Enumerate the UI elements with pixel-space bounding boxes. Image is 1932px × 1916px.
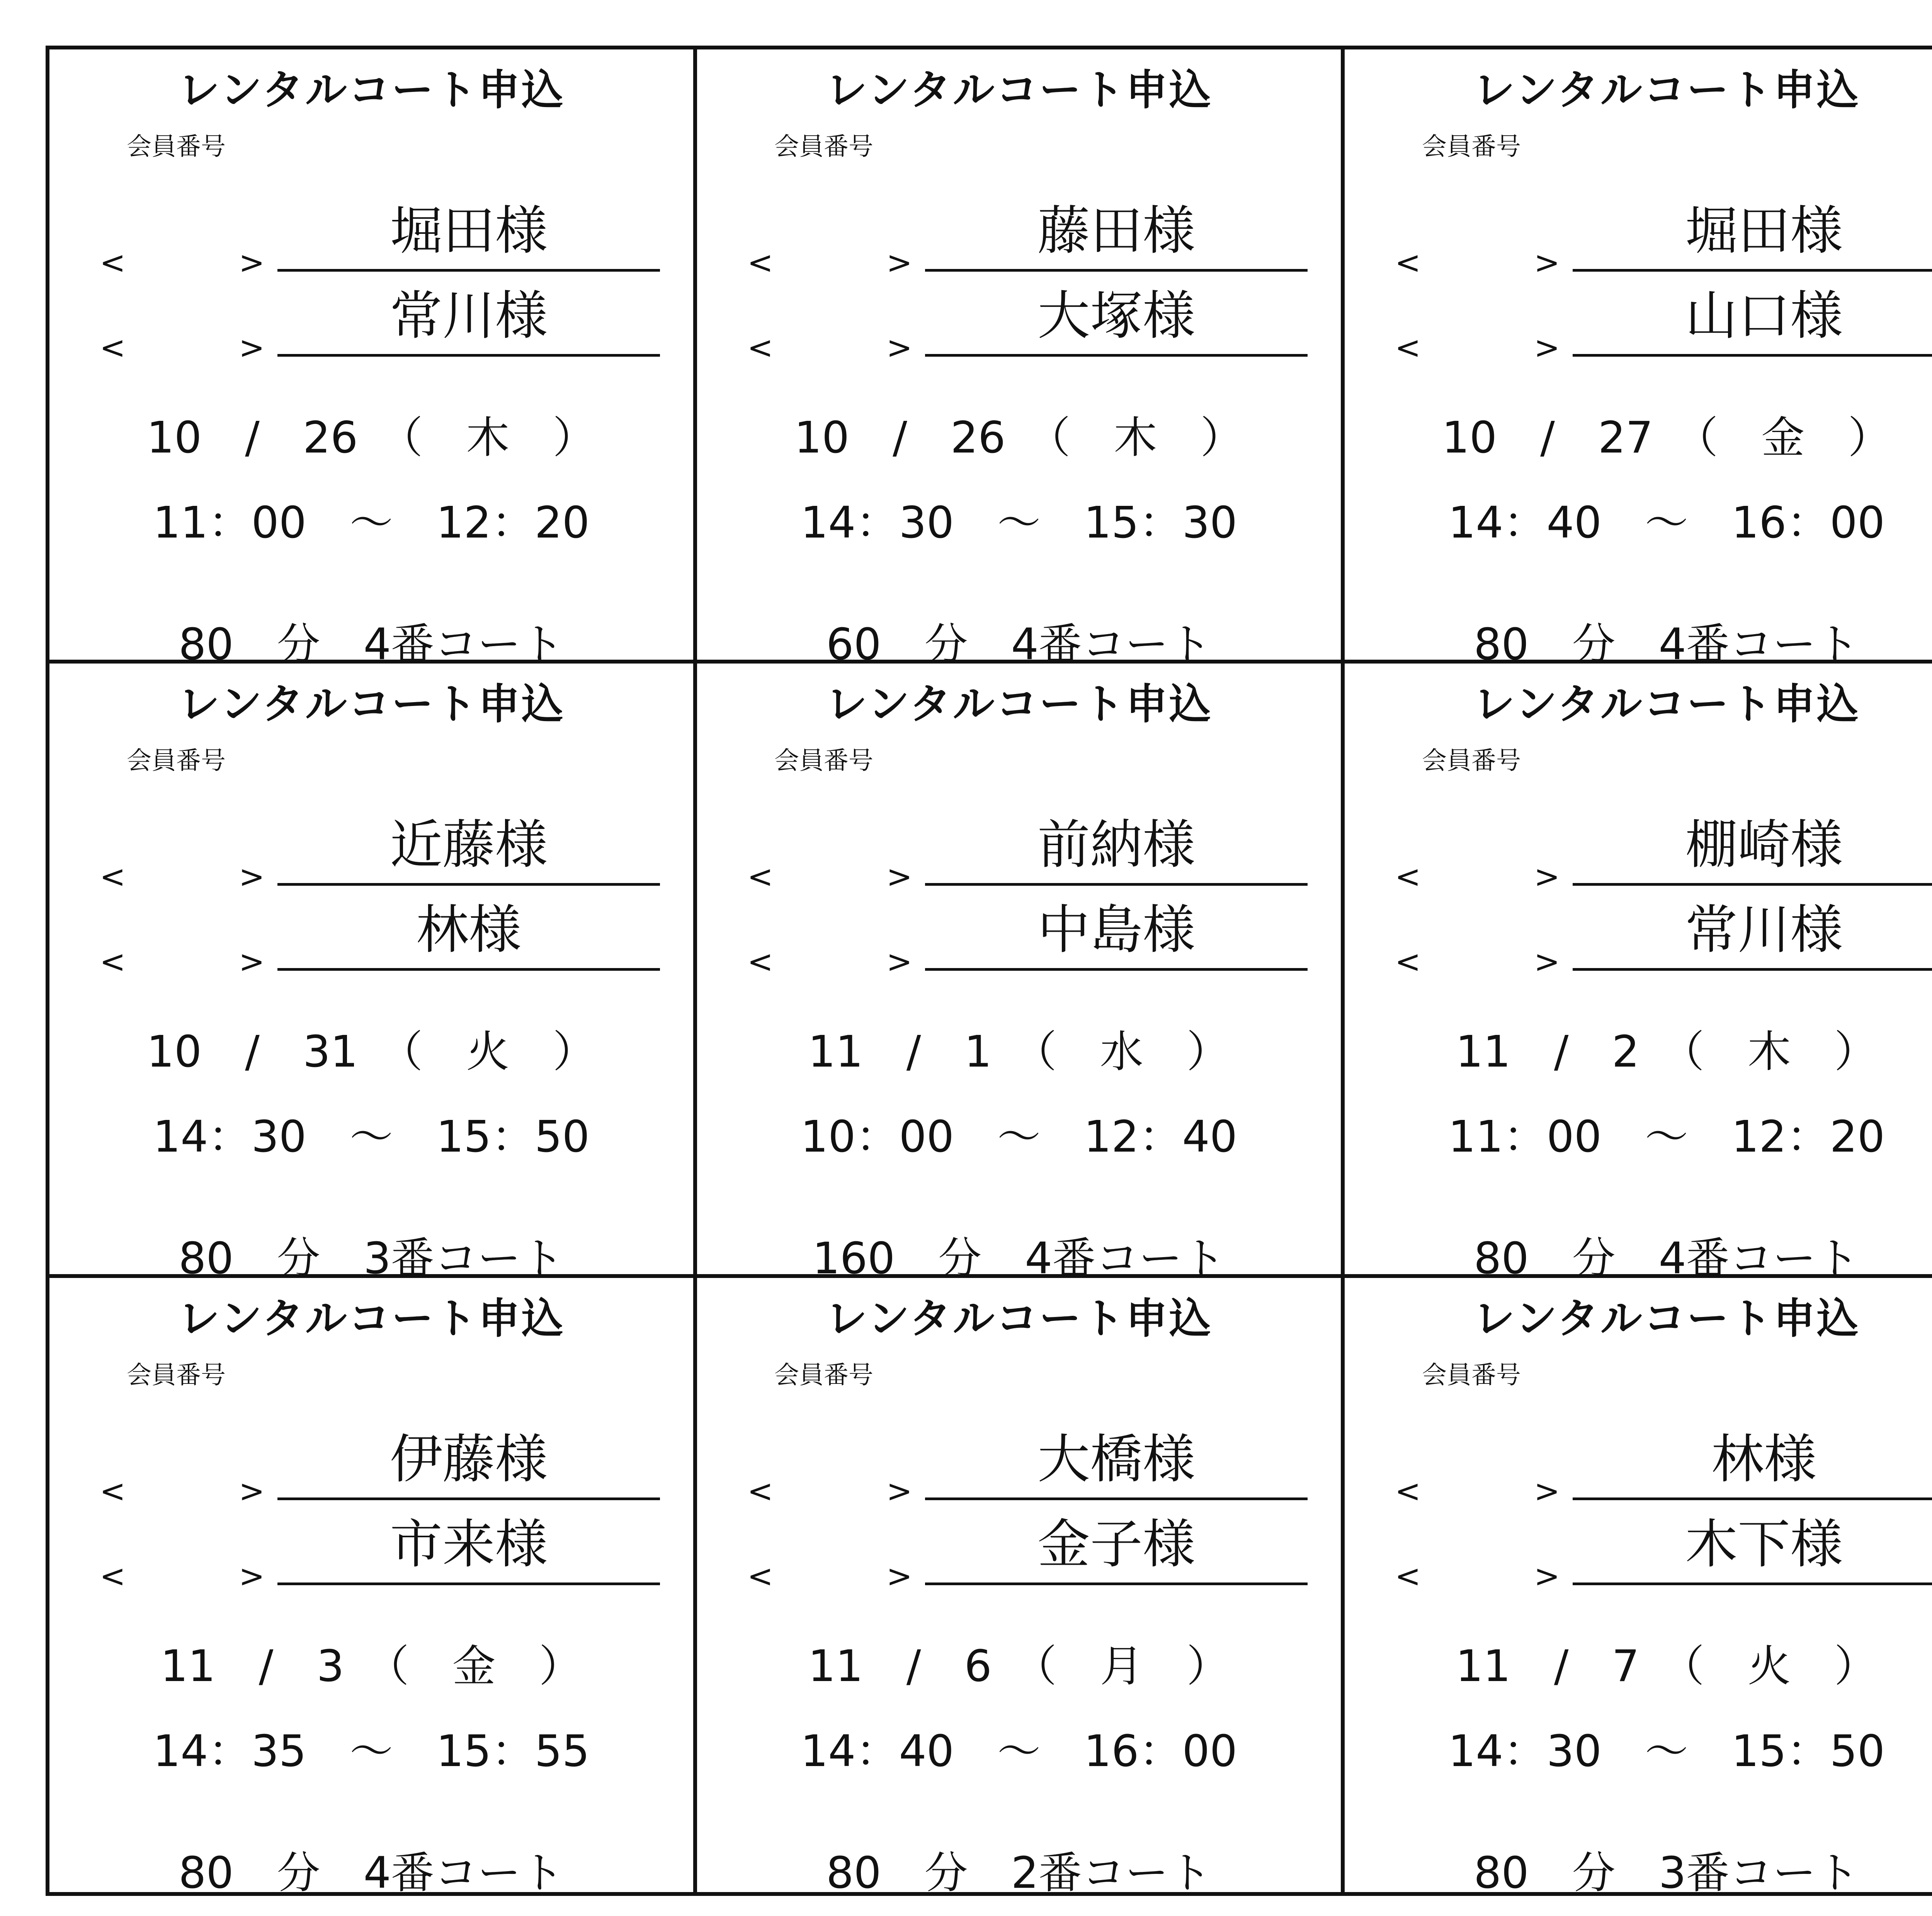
- duration-and-court: 80 分 4番コート: [179, 619, 564, 670]
- reservation-date: 10 / 26 （ 木 ）: [794, 413, 1244, 463]
- member-number-open-bracket: <: [1395, 1473, 1421, 1509]
- card-title: レンタルコート申込: [825, 66, 1213, 114]
- name-2-field: 常川様: [1573, 897, 1932, 971]
- member-number-open-bracket: <: [100, 859, 126, 895]
- reservation-time: 11：00 ～ 12：20: [1448, 1112, 1885, 1162]
- member-number-open-bracket: <: [1395, 944, 1421, 980]
- name-2-field: 山口様: [1573, 283, 1932, 357]
- name-1-field: 伊藤様: [277, 1427, 660, 1500]
- name-1-field: 堀田様: [1573, 198, 1932, 272]
- member-number-label: 会員番号: [774, 747, 873, 776]
- rental-court-card: [697, 1278, 1345, 1898]
- member-number-label: 会員番号: [127, 133, 226, 161]
- rental-court-card: [1345, 664, 1932, 1284]
- name-2-field: 木下様: [1573, 1512, 1932, 1585]
- rental-court-card: [1345, 1278, 1932, 1898]
- member-number-close-bracket: >: [1534, 944, 1560, 980]
- reservation-time: 14：30 ～ 15：50: [1448, 1726, 1885, 1776]
- member-number-close-bracket: >: [1534, 1558, 1560, 1594]
- member-number-close-bracket: >: [1534, 1473, 1560, 1509]
- rental-court-card: [49, 49, 697, 670]
- card-title: レンタルコート申込: [1473, 66, 1860, 114]
- duration-and-court: 80 分 4番コート: [1474, 619, 1859, 670]
- reservation-date: 10 / 31 （ 火 ）: [146, 1027, 596, 1077]
- member-number-close-bracket: >: [239, 1473, 265, 1509]
- duration-and-court: 80 分 3番コート: [179, 1234, 564, 1284]
- member-number-label: 会員番号: [1422, 747, 1521, 776]
- member-number-close-bracket: >: [886, 859, 913, 895]
- card-title: レンタルコート申込: [1473, 680, 1860, 729]
- name-1-field: 棚崎様: [1573, 812, 1932, 886]
- reservation-date: 11 / 3 （ 金 ）: [160, 1641, 582, 1691]
- reservation-date: 11 / 6 （ 月 ）: [808, 1641, 1230, 1691]
- name-1-field: 大橋様: [925, 1427, 1308, 1500]
- card-title: レンタルコート申込: [1473, 1294, 1860, 1343]
- reservation-time: 14：35 ～ 15：55: [153, 1726, 590, 1776]
- member-number-close-bracket: >: [886, 944, 913, 980]
- rental-court-form-sheet: [46, 46, 1932, 1896]
- member-number-close-bracket: >: [1534, 330, 1560, 366]
- card-title: レンタルコート申込: [178, 1294, 565, 1343]
- reservation-date: 11 / 1 （ 水 ）: [808, 1027, 1230, 1077]
- reservation-time: 14：30 ～ 15：30: [800, 498, 1238, 548]
- reservation-time: 10：00 ～ 12：40: [800, 1112, 1238, 1162]
- card-title: レンタルコート申込: [178, 66, 565, 114]
- name-2-field: 金子様: [925, 1512, 1308, 1585]
- member-number-open-bracket: <: [747, 330, 774, 366]
- member-number-close-bracket: >: [886, 1558, 913, 1594]
- name-1-field: 林様: [1573, 1427, 1932, 1500]
- member-number-close-bracket: >: [239, 859, 265, 895]
- name-2-field: 常川様: [277, 283, 660, 357]
- card-title: レンタルコート申込: [825, 1294, 1213, 1343]
- member-number-open-bracket: <: [1395, 859, 1421, 895]
- rental-court-card: [697, 49, 1345, 670]
- rental-court-card: [697, 664, 1345, 1284]
- duration-and-court: 80 分 4番コート: [179, 1848, 564, 1898]
- name-2-field: 市来様: [277, 1512, 660, 1585]
- member-number-open-bracket: <: [1395, 330, 1421, 366]
- member-number-close-bracket: >: [886, 1473, 913, 1509]
- member-number-close-bracket: >: [239, 1558, 265, 1594]
- member-number-label: 会員番号: [774, 133, 873, 161]
- card-title: レンタルコート申込: [178, 680, 565, 729]
- member-number-close-bracket: >: [1534, 245, 1560, 281]
- name-2-field: 林様: [277, 897, 660, 971]
- member-number-label: 会員番号: [127, 1361, 226, 1390]
- member-number-open-bracket: <: [100, 1473, 126, 1509]
- name-1-field: 藤田様: [925, 198, 1308, 272]
- member-number-open-bracket: <: [747, 944, 774, 980]
- member-number-label: 会員番号: [1422, 1361, 1521, 1390]
- member-number-open-bracket: <: [1395, 1558, 1421, 1594]
- duration-and-court: 80 分 4番コート: [1474, 1234, 1859, 1284]
- member-number-label: 会員番号: [127, 747, 226, 776]
- duration-and-court: 160 分 4番コート: [812, 1234, 1226, 1284]
- rental-court-card: [1345, 49, 1932, 670]
- member-number-open-bracket: <: [100, 330, 126, 366]
- reservation-date: 10 / 27 （ 金 ）: [1442, 413, 1891, 463]
- reservation-date: 11 / 7 （ 火 ）: [1456, 1641, 1878, 1691]
- reservation-time: 14：40 ～ 16：00: [1448, 498, 1885, 548]
- reservation-date: 10 / 26 （ 木 ）: [146, 413, 596, 463]
- member-number-close-bracket: >: [239, 944, 265, 980]
- member-number-open-bracket: <: [747, 245, 774, 281]
- name-1-field: 近藤様: [277, 812, 660, 886]
- member-number-close-bracket: >: [886, 330, 913, 366]
- member-number-open-bracket: <: [747, 859, 774, 895]
- member-number-close-bracket: >: [886, 245, 913, 281]
- name-1-field: 前納様: [925, 812, 1308, 886]
- member-number-close-bracket: >: [239, 330, 265, 366]
- member-number-label: 会員番号: [774, 1361, 873, 1390]
- member-number-close-bracket: >: [239, 245, 265, 281]
- member-number-open-bracket: <: [1395, 245, 1421, 281]
- duration-and-court: 80 分 2番コート: [826, 1848, 1212, 1898]
- name-1-field: 堀田様: [277, 198, 660, 272]
- reservation-time: 14：30 ～ 15：50: [153, 1112, 590, 1162]
- name-2-field: 中島様: [925, 897, 1308, 971]
- member-number-label: 会員番号: [1422, 133, 1521, 161]
- rental-court-card: [49, 664, 697, 1284]
- duration-and-court: 60 分 4番コート: [826, 619, 1212, 670]
- member-number-open-bracket: <: [747, 1473, 774, 1509]
- name-2-field: 大塚様: [925, 283, 1308, 357]
- member-number-open-bracket: <: [100, 1558, 126, 1594]
- duration-and-court: 80 分 3番コート: [1474, 1848, 1859, 1898]
- reservation-date: 11 / 2 （ 木 ）: [1456, 1027, 1878, 1077]
- card-title: レンタルコート申込: [825, 680, 1213, 729]
- member-number-open-bracket: <: [100, 944, 126, 980]
- reservation-time: 14：40 ～ 16：00: [800, 1726, 1238, 1776]
- member-number-close-bracket: >: [1534, 859, 1560, 895]
- reservation-time: 11：00 ～ 12：20: [153, 498, 590, 548]
- rental-court-card: [49, 1278, 697, 1898]
- member-number-open-bracket: <: [747, 1558, 774, 1594]
- member-number-open-bracket: <: [100, 245, 126, 281]
